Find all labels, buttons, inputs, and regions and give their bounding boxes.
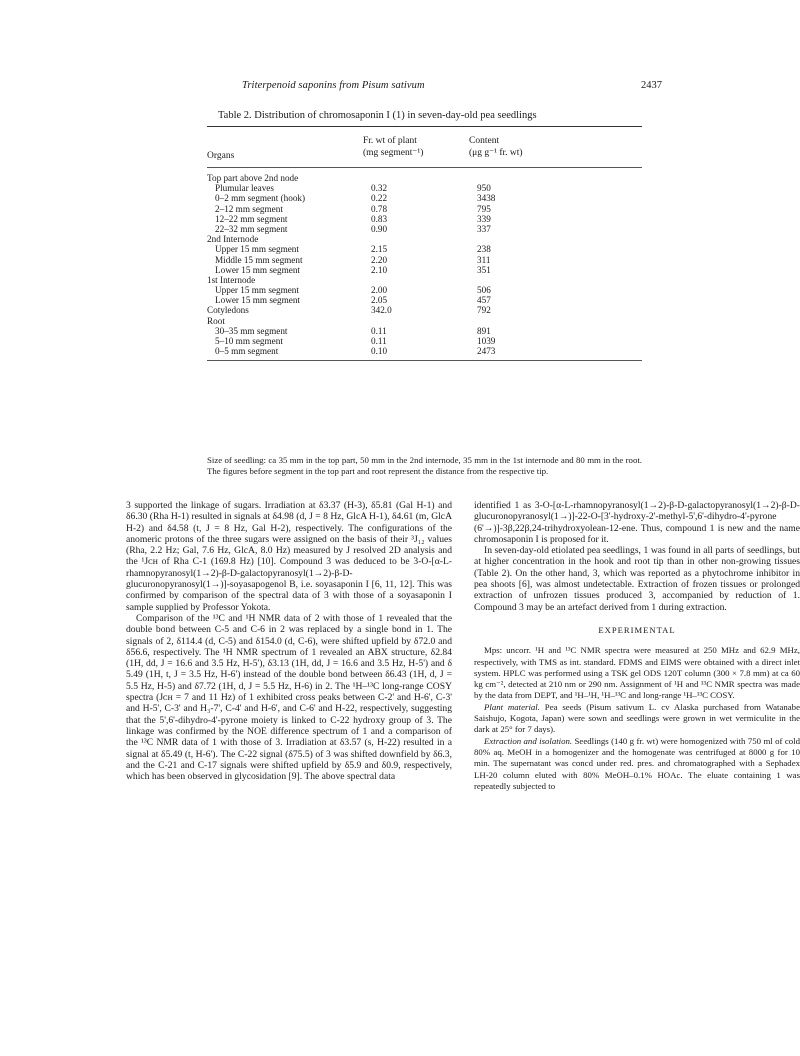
left-paragraph-2: Comparison of the ¹³C and ¹H NMR data of 2 with those of 1 revealed that the double bond between C-5 and C-6 in 2 was replaced by a single bond in 1. The signals of 2, δ114.4 (d, C-5) and δ154.0 (d, C-6), were shifted upfield by δ72.0 and δ56.6, respectively. The ¹H NMR spectrum of 1 revealed an ABX structure, δ2.84 (1H, dd, J = 16.6 and 3.5 Hz, H-5'), δ3.13 (1H, dd, J = 16.6 and 3.5 Hz, H-5') and δ 5.49 (1H, t, J = 3.5 Hz, H-6') instead of the double bond between δ6.43 (1H, d, J = 5.5 Hz, H-5) and δ7.72 (1H, d, J = 5.5 Hz, H-6) in 2. The ¹H–¹³C long-range COSY spectra (Jᴄʜ = 7 and 11 Hz) of 1 exhibited cross peaks between C-2' and H-6', C-3' and H-5', C-3' and H₃-7', C-4' and H-6', and C-6' and H-22, respectively, suggesting that the 5',6'-dihydro-4'-pyrone moiety is linked to C-22 hydroxy group of 3. The linkage was confirmed by the NOE difference spectrum of 1 and a comparison of the ¹³C NMR data of 1 with those of 3. Irradiation at δ3.57 (s, H-22) resulted in a signal at δ5.49 (t, H-6'). The C-22 signal (δ75.5) of 3 was shifted downfield by δ6.3, and the C-21 and C-17 signals were shifted upfield by δ5.9 and δ0.9, respectively, which has been observed in glycosidation [9]. The above spectral data xyxy=(126,612,452,783)
left-column xyxy=(126,500,452,782)
row-fresh-weight: 2.20 xyxy=(371,254,388,265)
table-row xyxy=(207,295,642,305)
table-row xyxy=(207,316,642,326)
row-content: 950 xyxy=(477,183,491,194)
row-fresh-weight: 0.11 xyxy=(371,336,387,346)
row-fresh-weight: 0.32 xyxy=(371,183,388,194)
extraction-text: Seedlings (140 g fr. wt) were homogenized with 750 ml of cold 80% aq. MeOH in a homogenizer and the homogenate was centrifuged at 8000 g for 10 min. The supernatant was concd under red. pres. and chromatographed with a Sephadex LH-20 column eluted with 80% MeOH–0.1% HOAc. The eluate containing 1 was repeatedly subjected to xyxy=(474,735,800,791)
row-content: 2473 xyxy=(477,346,496,357)
row-organ: Upper 15 mm segment xyxy=(215,244,299,255)
header-content-line1: Content xyxy=(469,136,500,146)
table-row xyxy=(207,346,642,356)
row-fresh-weight: 2.05 xyxy=(371,295,388,306)
table-row xyxy=(207,234,642,244)
row-fresh-weight: 0.78 xyxy=(371,203,388,214)
row-fresh-weight: 0.83 xyxy=(371,213,388,224)
table-body xyxy=(207,168,642,360)
header-organs: Organs xyxy=(207,151,235,161)
row-content: 506 xyxy=(477,285,491,296)
row-content: 339 xyxy=(477,213,491,224)
row-fresh-weight: 0.11 xyxy=(371,325,387,336)
header-fresh-weight-line2: (mg segment⁻¹) xyxy=(363,148,424,158)
row-content: 238 xyxy=(477,244,491,255)
row-content: 351 xyxy=(477,264,491,275)
row-content: 795 xyxy=(477,203,491,214)
row-fresh-weight: 2.10 xyxy=(371,264,388,275)
table-row xyxy=(207,173,642,183)
row-fresh-weight: 2.00 xyxy=(371,285,388,296)
row-organ: 2–12 mm segment xyxy=(215,203,283,214)
row-fresh-weight: 0.90 xyxy=(371,223,388,234)
table-footnote: Size of seedling: ca 35 mm in the top part, 50 mm in the 2nd internode, 35 mm in the 1st internode and 80 mm in the root. The figures before segment in the top part and root represent the distance from the respective tip. xyxy=(207,455,642,476)
header-fresh-weight xyxy=(363,135,423,159)
table-row xyxy=(207,193,642,203)
right-paragraph-2: In seven-day-old etiolated pea seedlings, 1 was found in all parts of seedlings, but at higher concentration in the hook and root tip than in other non-growing tissues (Table 2). On the other hand, 3, which was reported as a phytochrome inhibitor in pea shoots [6], was almost undetectable. Extraction of frozen tissues or prolonged extraction of unfrozen tissues produced 3, accompanied by reduction of 1. Compound 3 may be an artefact derived from 1 during extraction. xyxy=(474,545,800,613)
experimental-heading: EXPERIMENTAL xyxy=(598,624,676,635)
distribution-table xyxy=(207,126,642,361)
left-paragraph-1: 3 supported the linkage of sugars. Irradiation at δ3.37 (H-3), δ5.81 (Gal H-1) and δ6.30 (Rha H-1) resulted in signals at δ4.98 (d, J = 8 Hz, GlcA H-1), δ4.61 (m, GlcA H-2) and δ4.58 (t, J = 8 Hz, Gal H-2), respectively. The configurations of the anomeric protons of the three sugars were assigned on the basis of their ³J₁₂ values (Rha, 2.2 Hz; Gal, 7.6 Hz, GlcA, 8.0 Hz) measured by J resolved 2D analysis and the ¹Jᴄʜ of Rha C-1 (169.8 Hz) [10]. Compound 3 was deduced to be 3-O-[α-L-rhamnopyranosyl(1→2)-β-D-galactopyranosyl(1→2)-β-D-glucuronopyranosyl(1→)]-soyasapogenol B, i.e. soyasaponin I [6, 11, 12]. This was confirmed by comparison of the spectral data of 3 with those of a soyasaponin I sample supplied by Professor Yokota. xyxy=(126,500,452,613)
table-row xyxy=(207,336,642,346)
row-organ: Cotyledons xyxy=(207,305,249,316)
header-content xyxy=(469,135,523,159)
right-column xyxy=(474,500,800,792)
row-organ: 0–2 mm segment (hook) xyxy=(215,193,306,204)
table-row xyxy=(207,183,642,193)
row-organ: 12–22 mm segment xyxy=(215,213,288,224)
experimental-paragraph-1: Mps: uncorr. ¹H and ¹³C NMR spectra were measured at 250 MHz and 62.9 MHz, respectively, with TMS as int. standard. FDMS and EIMS were obtained with a direct inlet system. HPLC was performed using a TSK gel ODS 120T column (300 × 7.8 mm) at ca 60 kg cm⁻², detected at 210 nm or 290 nm. Assignment of ¹H and ¹³C NMR spectra was made by the data from DEPT, and ¹H–¹H, ¹H–¹³C and long-range ¹H–¹³C COSY. xyxy=(474,645,800,701)
row-organ: Upper 15 mm segment xyxy=(215,285,299,296)
experimental-section xyxy=(474,645,800,792)
row-organ: Root xyxy=(207,315,225,326)
row-fresh-weight: 0.10 xyxy=(371,346,388,357)
row-organ: 1st Internode xyxy=(207,274,256,285)
table-row xyxy=(207,224,642,234)
row-organ: Middle 15 mm segment xyxy=(215,254,303,265)
row-content: 3438 xyxy=(477,193,496,204)
row-content: 792 xyxy=(477,305,491,316)
row-organ: Top part above 2nd node xyxy=(207,173,299,183)
table-row xyxy=(207,244,642,254)
table-row xyxy=(207,265,642,275)
table-row xyxy=(207,285,642,295)
page-number: 2437 xyxy=(641,80,662,91)
table-row xyxy=(207,275,642,285)
table-row xyxy=(207,255,642,265)
row-content: 891 xyxy=(477,325,491,336)
right-paragraph-1: identified 1 as 3-O-[α-L-rhamnopyranosyl(1→2)-β-D-galactopyranosyl(1→2)-β-D-glucuronopyranosyl(1→)]-22-O-[3'-hydroxy-2'-methyl-5',6'-dihydro-4'-pyrone (6'→)]-3β,22β,24-trihydroxyolean-12-ene. Thus, compound 1 is new and the name chromosaponin I is proposed for it. xyxy=(474,500,800,545)
header-content-line2: (μg g⁻¹ fr. wt) xyxy=(469,148,523,158)
row-organ: Lower 15 mm segment xyxy=(215,295,300,306)
experimental-paragraph-3 xyxy=(474,736,800,792)
experimental-paragraph-2 xyxy=(474,702,800,736)
running-title: Triterpenoid saponins from Pisum sativum xyxy=(242,80,425,91)
row-organ: Lower 15 mm segment xyxy=(215,264,300,275)
row-organ: 0–5 mm segment xyxy=(215,346,279,357)
table-row xyxy=(207,305,642,315)
row-fresh-weight: 2.15 xyxy=(371,244,388,255)
header-fresh-weight-line1: Fr. wt of plant xyxy=(363,136,417,146)
extraction-heading: Extraction and isolation. xyxy=(484,735,573,746)
row-fresh-weight: 342.0 xyxy=(371,305,392,316)
row-content: 311 xyxy=(477,254,491,265)
table-header xyxy=(207,127,642,167)
plant-material-heading: Plant material. xyxy=(484,701,540,712)
row-content: 1039 xyxy=(477,336,496,346)
row-fresh-weight: 0.22 xyxy=(371,193,388,204)
table-bottom-rule xyxy=(207,360,642,361)
row-organ: 22–32 mm segment xyxy=(215,223,288,234)
table-row xyxy=(207,214,642,224)
row-content: 457 xyxy=(477,295,491,306)
table-row xyxy=(207,204,642,214)
table-caption: Table 2. Distribution of chromosaponin I (1) in seven-day-old pea seedlings xyxy=(218,110,537,121)
row-organ: Plumular leaves xyxy=(215,183,274,194)
table-row xyxy=(207,326,642,336)
row-organ: 2nd Internode xyxy=(207,234,259,245)
row-content: 337 xyxy=(477,223,491,234)
row-organ: 5–10 mm segment xyxy=(215,336,283,346)
plant-material-text: Pea seeds (Pisum sativum L. cv Alaska purchased from Watanabe Saishujo, Kogota, Japan) were sown and seedlings were grown in wet vermiculite in the dark at 25° for 7 days). xyxy=(474,701,800,735)
row-organ: 30–35 mm segment xyxy=(215,325,288,336)
